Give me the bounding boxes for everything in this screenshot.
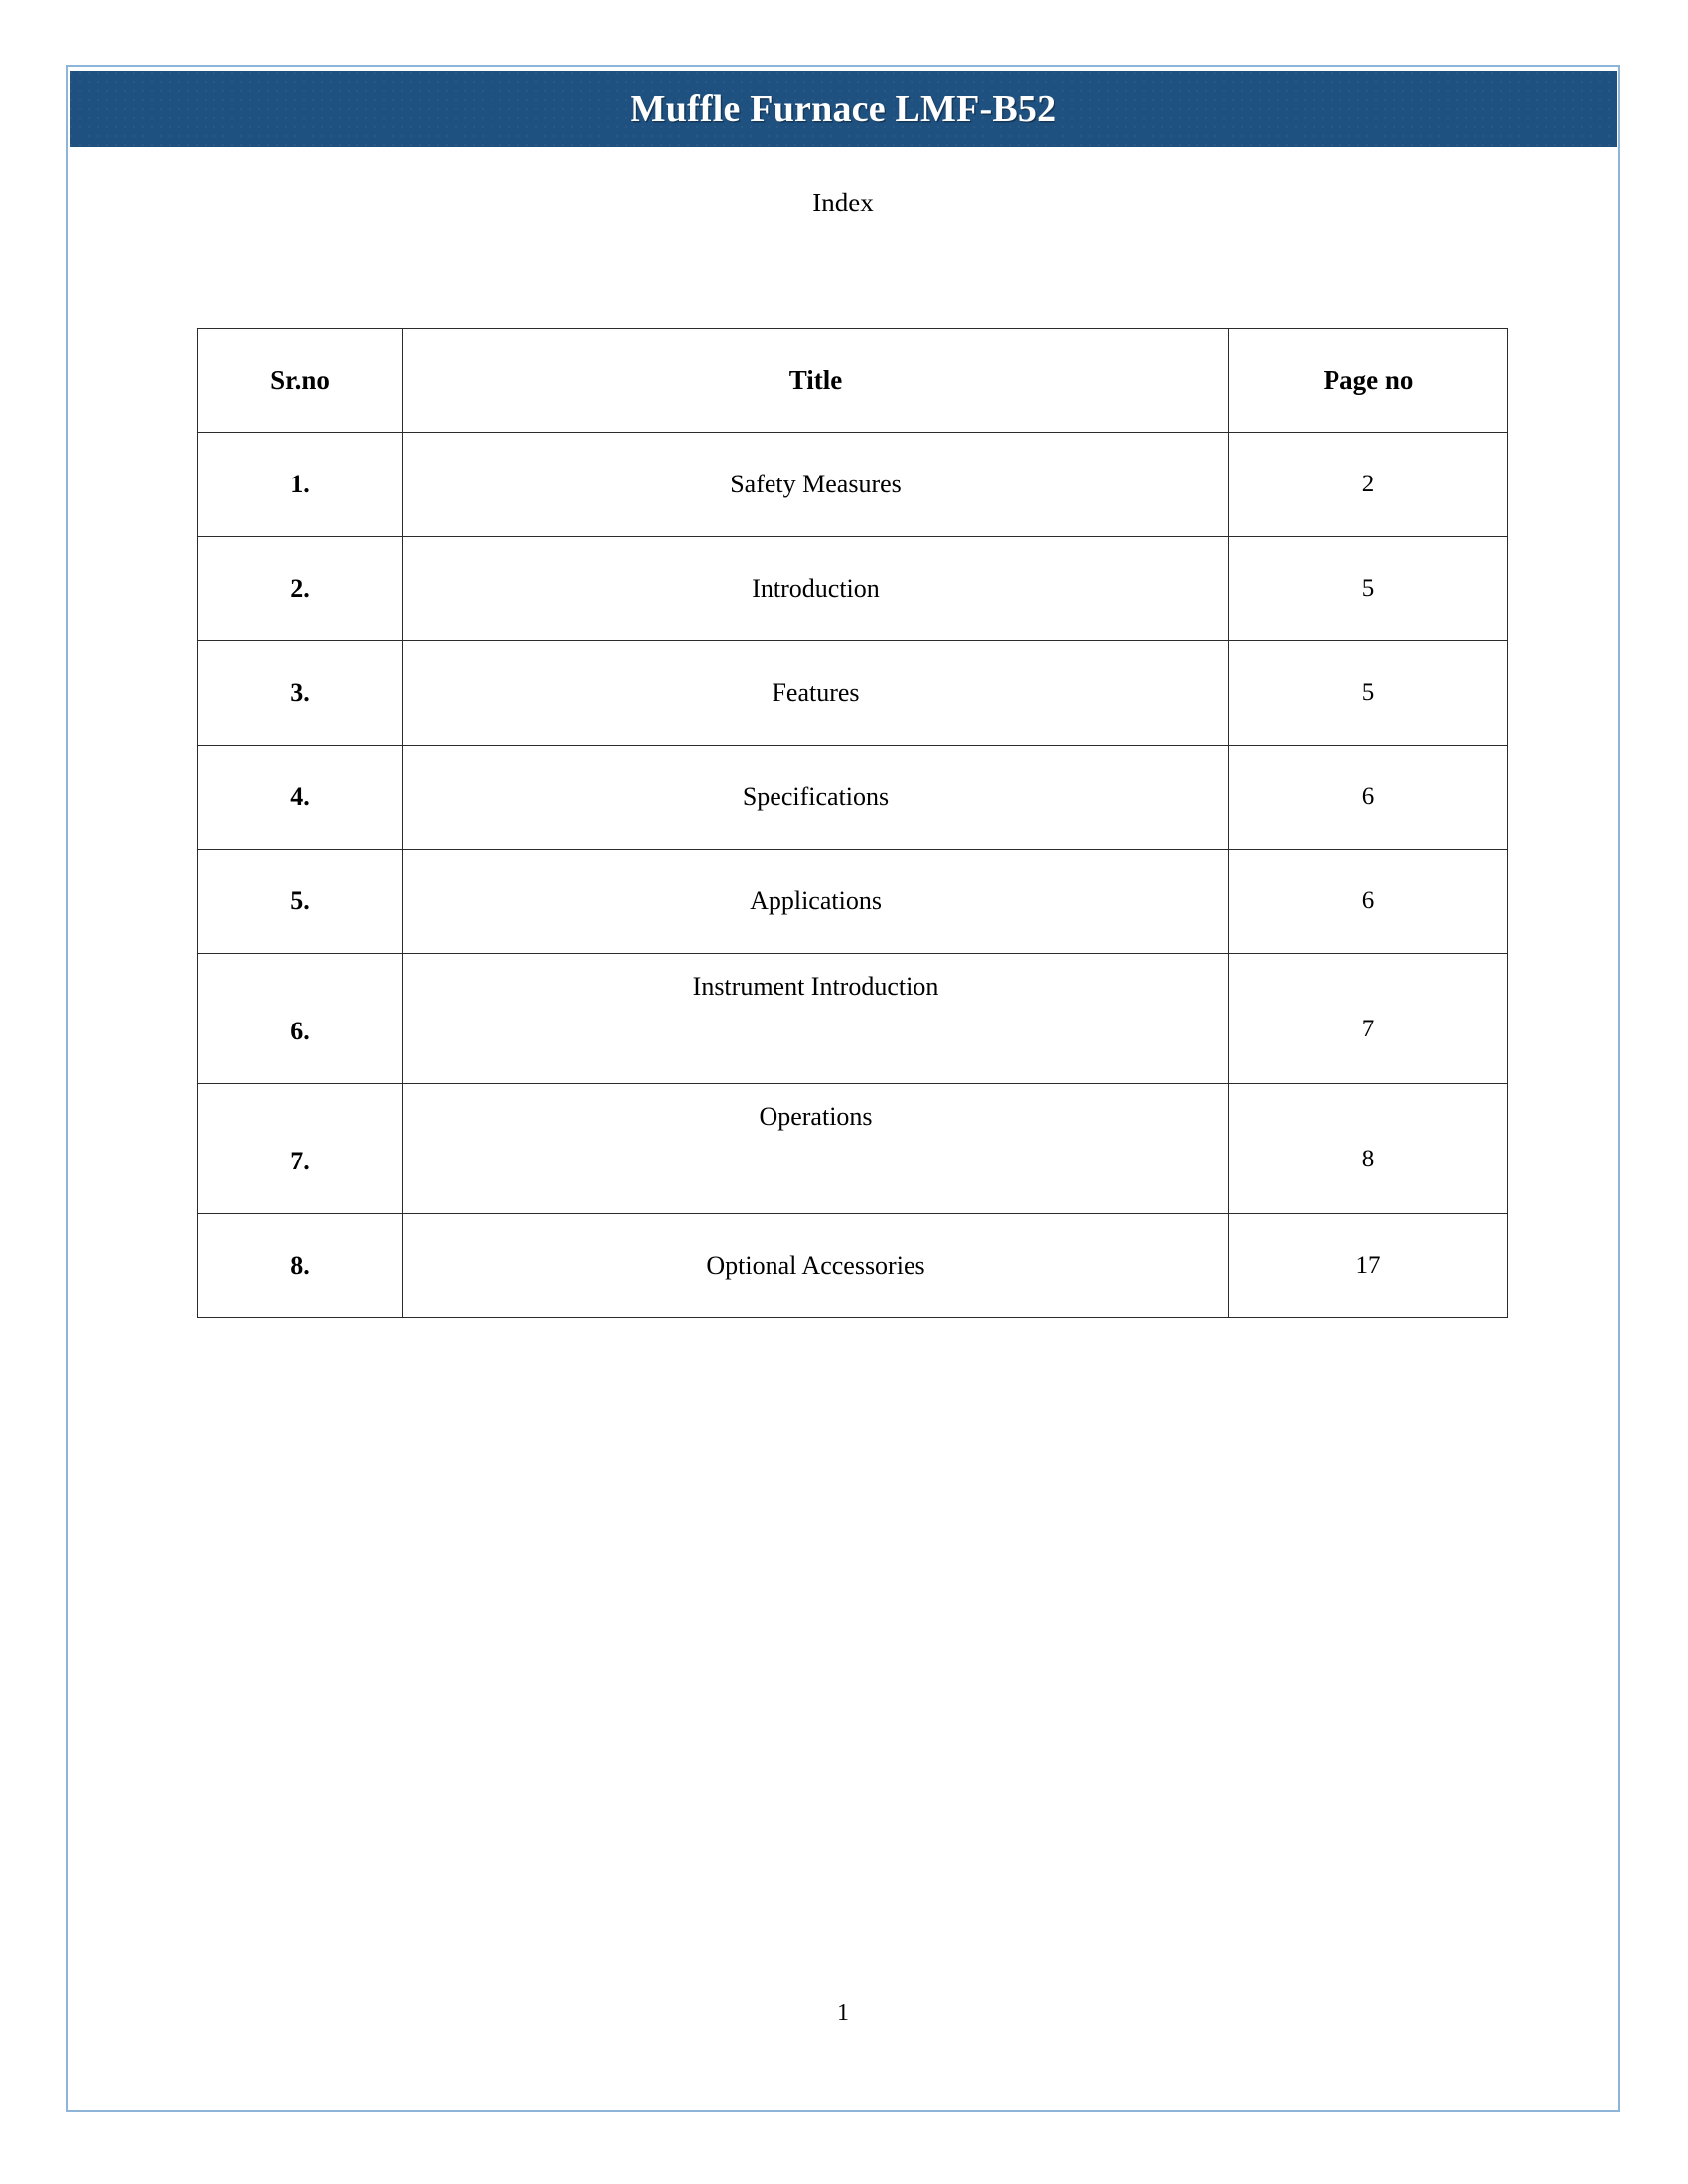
- cell-sr-no: 8.: [198, 1214, 403, 1318]
- column-header-title: Title: [403, 329, 1229, 433]
- table-row: [198, 641, 1508, 746]
- cell-page-no: 8: [1229, 1084, 1508, 1214]
- table-row: [198, 1214, 1508, 1318]
- index-table-body: [198, 433, 1508, 1318]
- column-header-sr-no: Sr.no: [198, 329, 403, 433]
- index-table: [197, 328, 1508, 1318]
- table-header-row: [198, 329, 1508, 433]
- cell-title: Operations: [403, 1084, 1229, 1214]
- table-row: [198, 746, 1508, 850]
- footer-page-number: 1: [837, 2000, 849, 2026]
- cell-sr-no: 2.: [198, 537, 403, 641]
- index-caption: Index: [812, 188, 874, 217]
- cell-title: Optional Accessories: [403, 1214, 1229, 1318]
- cell-title: Specifications: [403, 746, 1229, 850]
- cell-sr-no: 6.: [198, 954, 403, 1084]
- cell-page-no: 2: [1229, 433, 1508, 537]
- page-title: Muffle Furnace LMF-B52: [630, 88, 1056, 130]
- index-table-header: [198, 329, 1508, 433]
- cell-sr-no: 1.: [198, 433, 403, 537]
- table-row: [198, 537, 1508, 641]
- cell-page-no: 17: [1229, 1214, 1508, 1318]
- cell-title: Introduction: [403, 537, 1229, 641]
- cell-sr-no: 3.: [198, 641, 403, 746]
- table-row: [198, 850, 1508, 954]
- cell-title: Features: [403, 641, 1229, 746]
- cell-page-no: 6: [1229, 850, 1508, 954]
- cell-sr-no: 4.: [198, 746, 403, 850]
- cell-page-no: 5: [1229, 537, 1508, 641]
- cell-page-no: 6: [1229, 746, 1508, 850]
- cell-sr-no: 5.: [198, 850, 403, 954]
- cell-title: Safety Measures: [403, 433, 1229, 537]
- table-row: [198, 433, 1508, 537]
- cell-sr-no: 7.: [198, 1084, 403, 1214]
- cell-page-no: 7: [1229, 954, 1508, 1084]
- cell-title: Applications: [403, 850, 1229, 954]
- column-header-page-no: Page no: [1229, 329, 1508, 433]
- cell-page-no: 5: [1229, 641, 1508, 746]
- cell-title: Instrument Introduction: [403, 954, 1229, 1084]
- table-row: [198, 1084, 1508, 1214]
- document-title-banner: [70, 71, 1617, 147]
- table-row: [198, 954, 1508, 1084]
